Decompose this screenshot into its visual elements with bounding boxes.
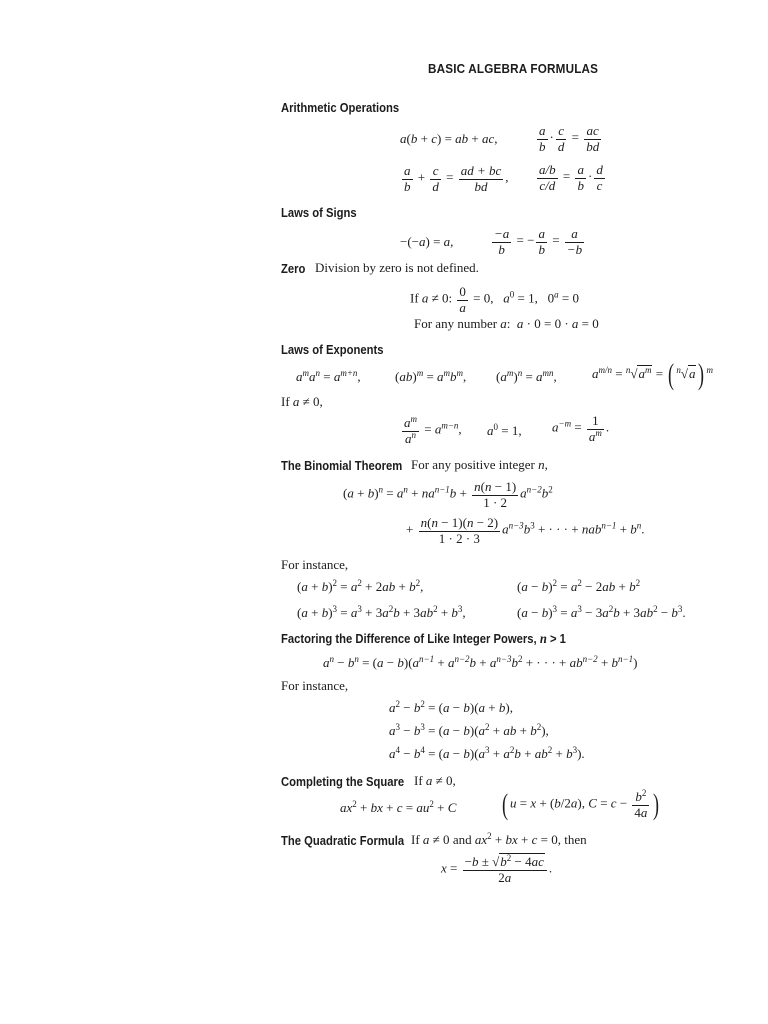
formula-exp-power-product: $(ab)^m = a^mb^m$, (395, 368, 467, 384)
formula-square-sum: $(a + b)^2 = a^2 + 2ab + b^2$, (297, 578, 424, 594)
square-condition: If a ≠ 0, (414, 773, 456, 788)
formula-factor-square: $a^2 - b^2 = (a - b)(a + b)$, (389, 699, 513, 715)
heading-signs: Laws of Signs (281, 206, 357, 220)
formula-quadratic: x = $\frac{-b \pm √b^2 - 4ac}{2a}$ . (441, 853, 553, 885)
formula-fraction-sum: $\frac{a}{b}$ + $\frac{c}{d}$ = $\frac{ad + bc}{bd}$ , (404, 163, 509, 194)
heading-binomial: The Binomial Theorem (281, 459, 403, 473)
heading-factoring: Factoring the Difference of Like Integer Powers, n > 1 (281, 632, 566, 647)
formula-exp-zero: $a^0 = 1$, (487, 422, 522, 438)
formula-fraction-division: $\frac{a/b}{c/d}$ = $\frac{a}{b}$ · $\frac{d}{c}$ (539, 162, 603, 193)
formula-square-diff: $(a - b)^2 = a^2 - 2ab + b^2$ (517, 578, 641, 594)
formula-zero-product: For any number a: a · 0 = 0 · a = 0 (414, 316, 599, 331)
formula-binomial-line2: + $\frac{n(n - 1)(n - 2)}{1 \cdot 2 \cdot 3}$ $a^{n-3}b^3$ + · · · + $nab^{n-1} + b^n$. (406, 515, 645, 546)
heading-arithmetic: Arithmetic Operations (281, 101, 400, 115)
heading-exponents: Laws of Exponents (281, 343, 384, 357)
formula-sign-fractions: $\frac{-a}{b}$ = − $\frac{a}{b}$ = $\frac{a}{-b}$ (494, 226, 583, 257)
formula-zero-rules: If a ≠ 0: $\frac{0}{a}$ = 0, $a^0 = 1$, $0^a = 0$ (410, 284, 579, 315)
zero-description: Division by zero is not defined. (315, 260, 479, 275)
factoring-instance-label: For instance, (281, 678, 349, 693)
formula-exp-root: $a^{m/n} = ^n√a^m$ = ( $^n$√a ) $^m$ (592, 358, 713, 392)
formula-factor-cube: $a^3 - b^3 = (a - b)(a^2$ + ab + $b^2$), (389, 722, 549, 738)
heading-square: Completing the Square (281, 775, 405, 789)
formula-exp-negative: $a^{-m}$ = $\frac{1}{a^m}$ . (552, 413, 610, 444)
quadratic-condition: If a ≠ 0 and $ax^2$ + bx + c = 0, then (411, 831, 587, 847)
formula-double-negative: −(−a) = a, (400, 234, 454, 249)
formula-cube-diff: $(a - b)^3 = a^3 - 3a^2b + 3ab^2 - b^3$. (517, 604, 686, 620)
heading-quadratic: The Quadratic Formula (281, 834, 405, 848)
binomial-description: For any positive integer n, (411, 457, 548, 472)
formula-factoring-general: $a^n - b^n = (a - b)(a^{n-1} + a^{n-2}b + a^{n-3}b^2$ + · · · + $ab^{n-2} + b^{n-1}$) (323, 654, 638, 670)
exponents-condition: If a ≠ 0, (281, 394, 323, 409)
formula-factor-fourth: $a^4 - b^4 = (a - b)(a^3 + a^2b + ab^2 + b^3)$. (389, 745, 585, 761)
formula-binomial-line1: $(a + b)^n = a^n + na^{n-1}b$ + $\frac{n(n - 1)}{1 \cdot 2}$ $a^{n-2}b^2$ (343, 479, 553, 510)
formula-complete-square-subs: ( u = x + (b/2a), C = c − $\frac{b^2}{4a}$ ) (502, 787, 660, 821)
formula-fraction-product: $\frac{a}{b}$ · $\frac{c}{d}$ = $\frac{ac}{bd}$ (539, 123, 600, 154)
formula-complete-square: $ax^2$ + bx + $c = au^2 + C$ (340, 799, 457, 815)
formula-exp-power-power: $(a^m)^n = a^{mn}$, (496, 368, 557, 384)
page-title: BASIC ALGEBRA FORMULAS (428, 61, 599, 76)
formula-exp-quotient: $\frac{a^m}{a^n}$ = $a^{m-n}$, (404, 414, 462, 446)
heading-zero: Zero (281, 262, 306, 276)
formula-cube-sum: $(a + b)^3 = a^3 + 3a^2b + 3ab^2 + b^3$, (297, 604, 466, 620)
binomial-instance-label: For instance, (281, 557, 349, 572)
formula-exp-product: $a^ma^n = a^{m+n}$, (296, 368, 361, 384)
formula-distributive: a(b + c) = ab + ac, (400, 131, 498, 146)
